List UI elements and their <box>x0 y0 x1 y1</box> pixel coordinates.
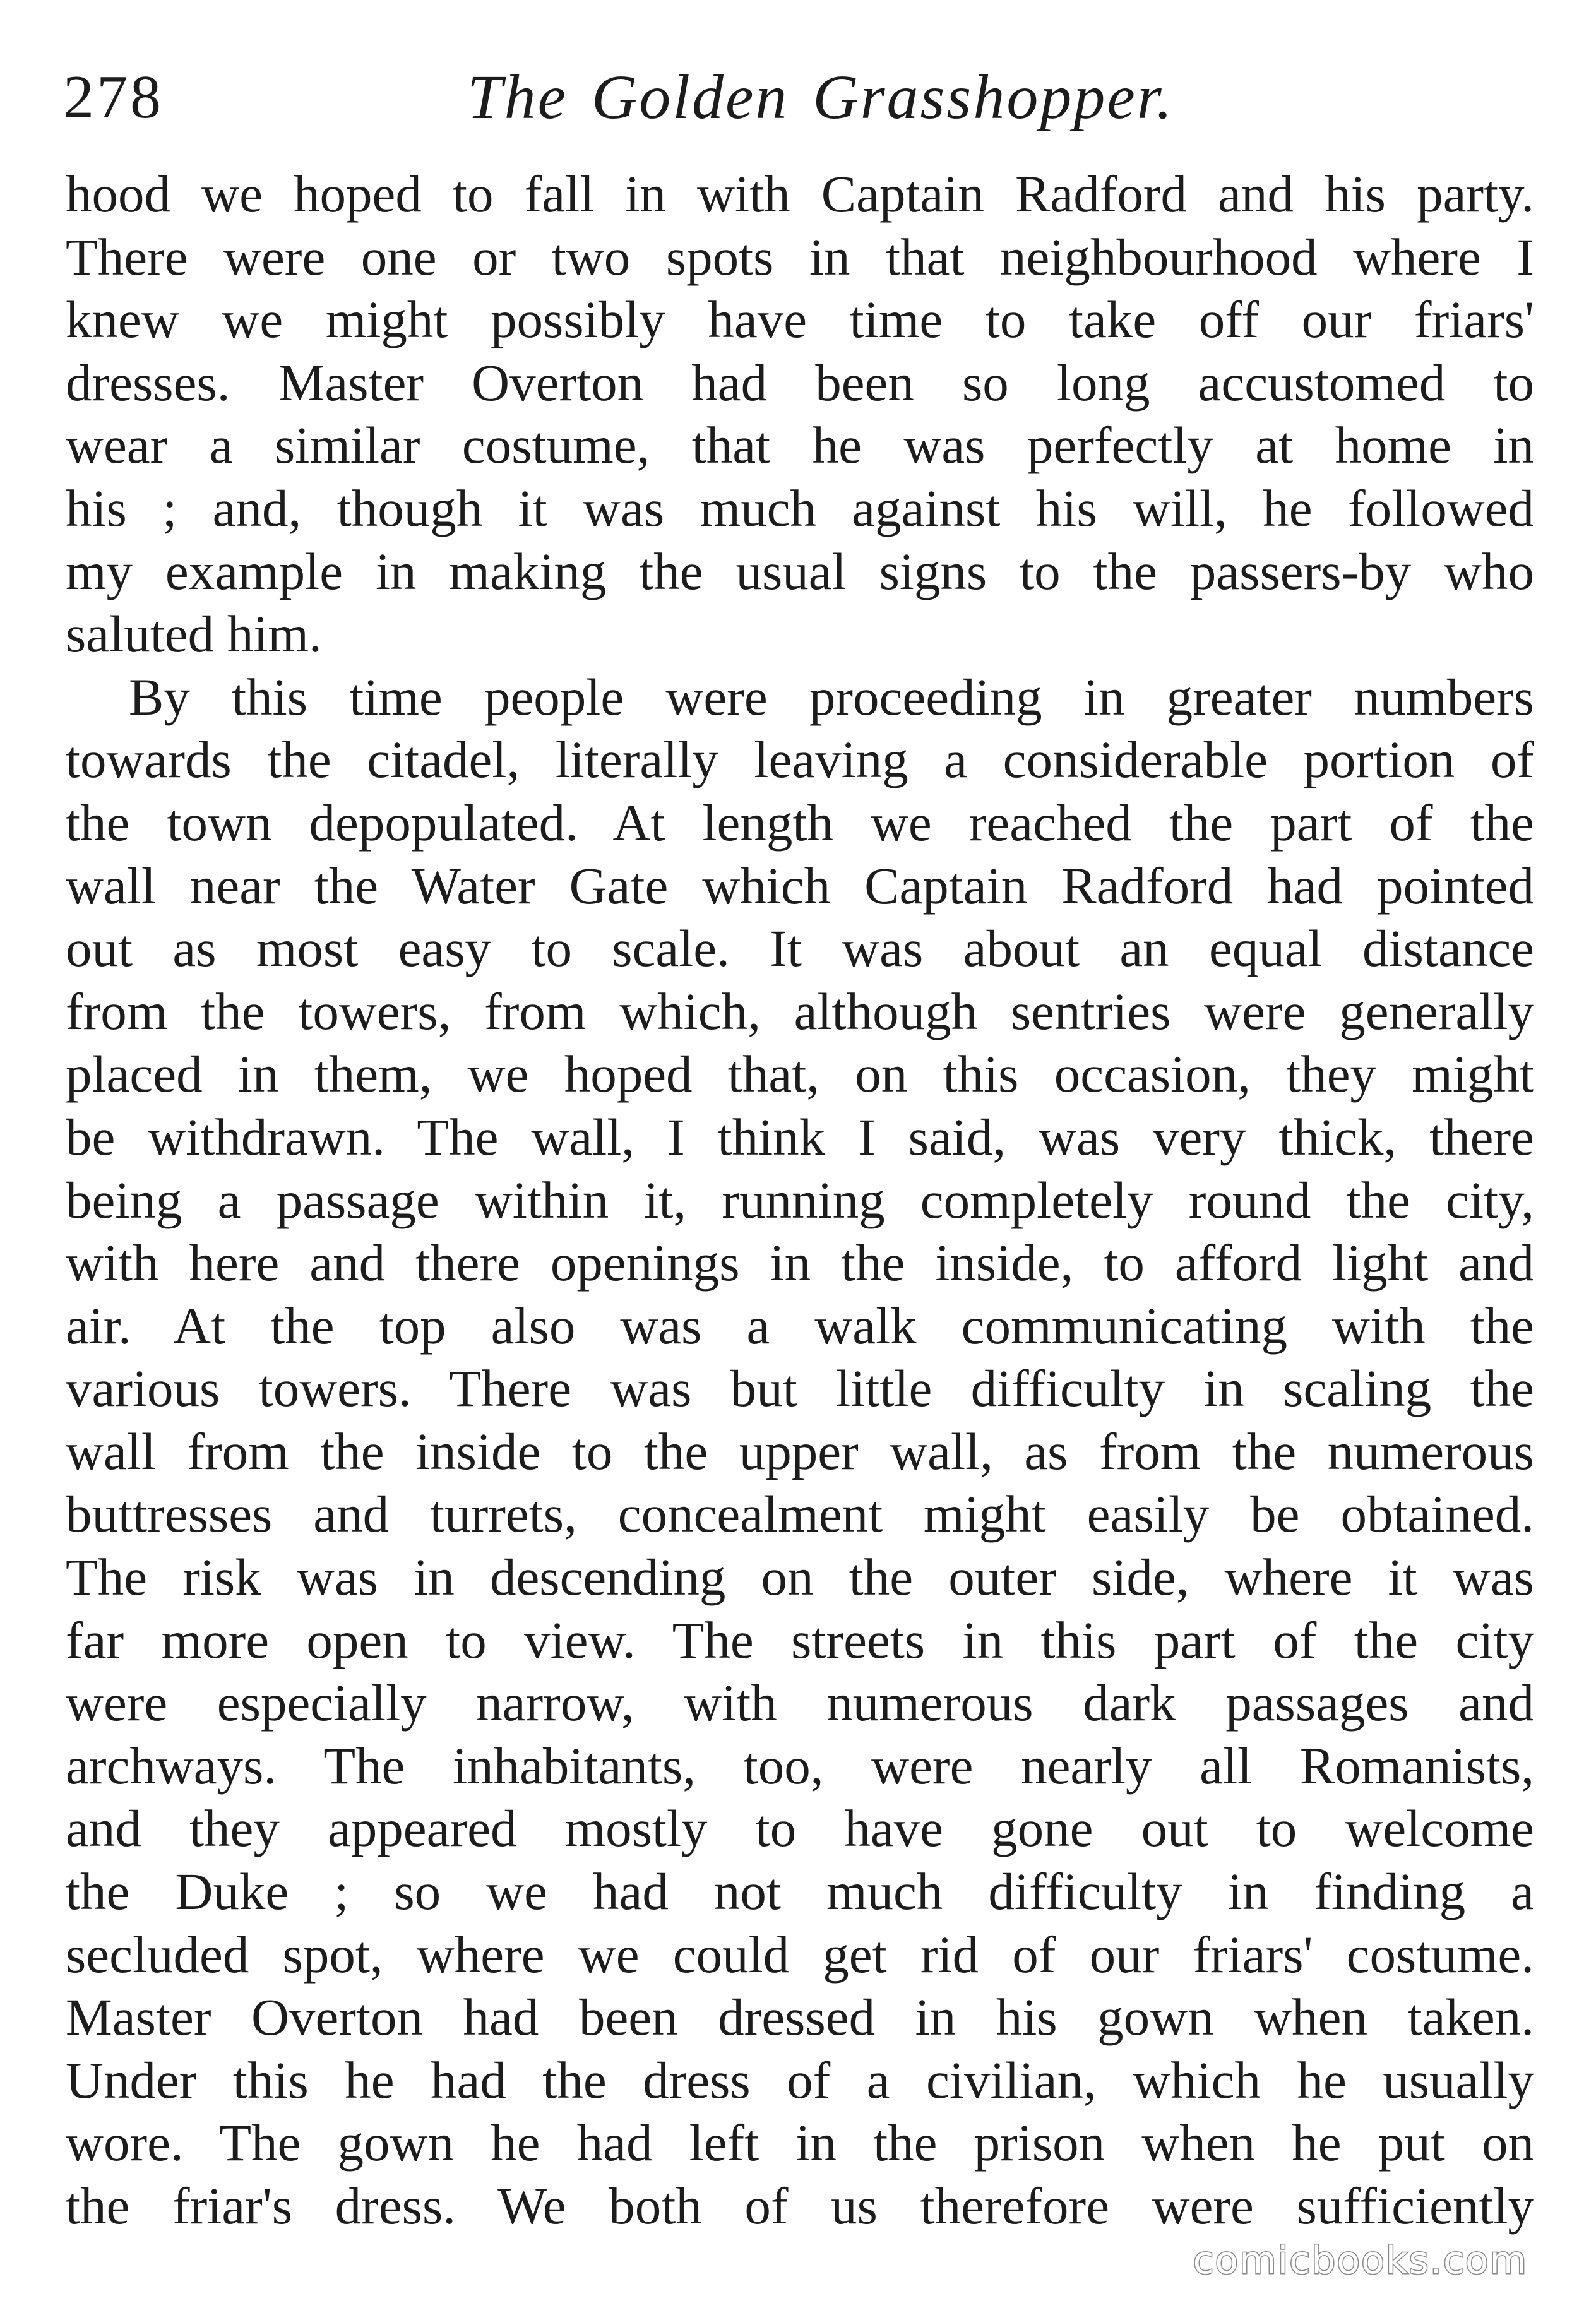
text-line: out as most easy to scale. It was about an equal distance <box>66 919 1534 978</box>
text-line: air. At the top also was a walk communicating with the <box>66 1296 1534 1355</box>
text-line: Under this he had the dress of a civilian, which he usually <box>66 2050 1534 2109</box>
text-line: Master Overton had been dressed in his gown when taken. <box>66 1988 1534 2047</box>
text-line: The risk was in descending on the outer side, where it was <box>66 1548 1534 1607</box>
text-line: knew we might possibly have time to take off our friars' <box>66 290 1534 349</box>
text-line: archways. The inhabitants, too, were nearly all Romanists, <box>66 1736 1534 1795</box>
text-line: from the towers, from which, although sentries were generally <box>66 982 1534 1040</box>
page-number: 278 <box>63 63 164 131</box>
text-line: the friar's dress. We both of us therefore were sufficiently <box>66 2177 1534 2235</box>
text-line: his ; and, though it was much against his will, he followed <box>66 479 1534 537</box>
text-line: various towers. There was but little difficulty in scaling the <box>66 1359 1534 1418</box>
text-line: far more open to view. The streets in this part of the city <box>66 1610 1534 1669</box>
text-line: the Duke ; so we had not much difficulty in finding a <box>66 1862 1534 1921</box>
text-line: There were one or two spots in that neighbourhood where I <box>66 227 1534 286</box>
paragraph <box>66 666 1534 2238</box>
text-line: wore. The gown he had left in the prison when he put on <box>66 2114 1534 2172</box>
body-text <box>66 163 1534 2238</box>
text-line: secluded spot, where we could get rid of our friars' costume. <box>66 1925 1534 1984</box>
text-line: and they appeared mostly to have gone out to welcome <box>66 1799 1534 1858</box>
text-line: dresses. Master Overton had been so long accustomed to <box>66 353 1534 412</box>
text-line: the town depopulated. At length we reached the part of the <box>66 793 1534 852</box>
watermark: comicbooks.com <box>1193 2239 1528 2283</box>
text-line: with here and there openings in the inside, to afford light and <box>66 1234 1534 1292</box>
text-line: were especially narrow, with numerous dark passages and <box>66 1674 1534 1732</box>
text-line: wall from the inside to the upper wall, as from the numerous <box>66 1422 1534 1480</box>
paragraph <box>66 163 1534 666</box>
text-line: wear a similar costume, that he was perfectly at home in <box>66 416 1534 475</box>
text-line: being a passage within it, running completely round the city, <box>66 1170 1534 1229</box>
text-line: wall near the Water Gate which Captain Radford had pointed <box>66 856 1534 915</box>
page-header <box>63 53 1534 141</box>
text-line: saluted him. <box>66 605 322 663</box>
text-line: By this time people were proceeding in greater numbers <box>129 667 1534 726</box>
text-line: towards the citadel, literally leaving a considerable portion of <box>66 730 1534 789</box>
text-line: my example in making the usual signs to the passers-by who <box>66 542 1534 600</box>
text-line: buttresses and turrets, concealment might easily be obtained. <box>66 1485 1534 1544</box>
text-line: be withdrawn. The wall, I think I said, was very thick, there <box>66 1107 1534 1166</box>
text-line: placed in them, we hoped that, on this occasion, they might <box>66 1045 1534 1103</box>
text-line: hood we hoped to fall in with Captain Radford and his party. <box>66 165 1534 223</box>
running-title: The Golden Grasshopper. <box>467 62 1174 132</box>
